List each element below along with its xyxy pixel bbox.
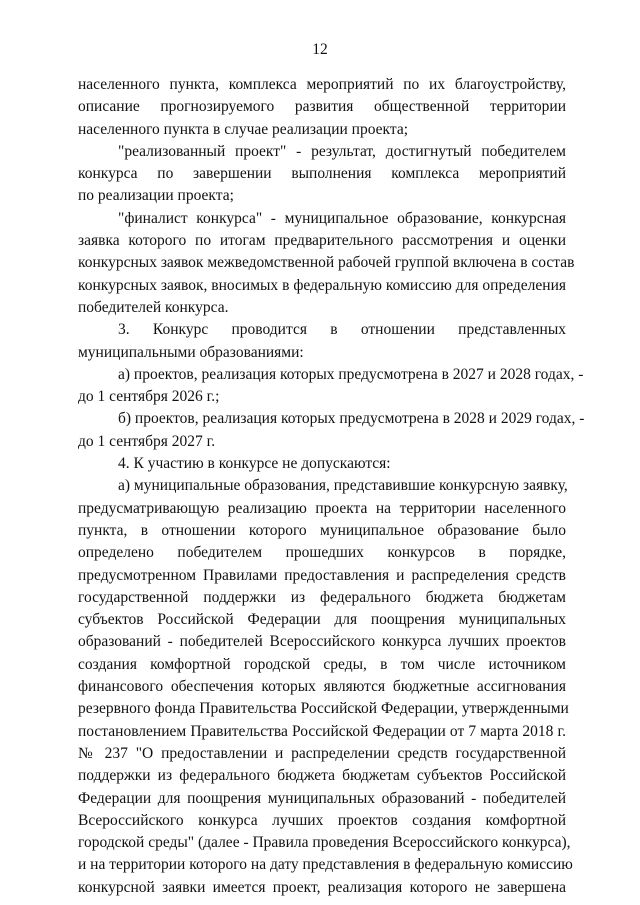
text-line: описание прогнозируемого развития общественной территории: [78, 98, 566, 116]
text-line: и на территории которого на дату представления в федеральную комиссию: [78, 856, 573, 874]
text-line: городской среды" (далее - Правила проведения Всероссийского конкурса),: [78, 834, 571, 852]
text-line: населенного пункта в случае реализации проекта;: [78, 120, 409, 138]
text-line: конкурса по завершении выполнения комплекса мероприятий: [78, 165, 566, 183]
text-line: до 1 сентября 2026 г.;: [78, 388, 220, 406]
text-line: а) муниципальные образования, представившие конкурсную заявку,: [118, 477, 568, 495]
text-line: субъектов Российской Федерации для поощрения муниципальных: [78, 611, 566, 629]
text-line: поддержки из федерального бюджета бюджетам субъектов Российской: [78, 767, 566, 785]
text-line: до 1 сентября 2027 г.: [78, 432, 216, 450]
text-line: "реализованный проект" - результат, достигнутый победителем: [118, 142, 566, 160]
text-line: по реализации проекта;: [78, 187, 234, 205]
text-line: 3. Конкурс проводится в отношении представленных: [118, 321, 566, 339]
text-line: постановлением Правительства Российской Федерации от 7 марта 2018 г.: [78, 722, 566, 740]
text-line: конкурсных заявок межведомственной рабочей группой включена в состав: [78, 254, 575, 272]
text-line: Федерации для поощрения муниципальных образований - победителей: [78, 789, 566, 807]
text-line: предусмотренном Правилами предоставления и распределения средств: [78, 566, 566, 584]
document-body: [78, 74, 585, 899]
text-line: 4. К участию в конкурсе не допускаются:: [118, 455, 391, 473]
text-line: "финалист конкурса" - муниципальное образование, конкурсная: [118, 209, 566, 227]
text-line: создания комфортной городской среды, в том числе источником: [78, 655, 566, 673]
text-line: конкурсных заявок, вносимых в федеральную комиссию для определения: [78, 276, 566, 294]
text-line: б) проектов, реализация которых предусмотрена в 2028 и 2029 годах, -: [118, 410, 585, 428]
text-line: Всероссийского конкурса лучших проектов создания комфортной: [78, 811, 566, 829]
text-line: населенного пункта, комплекса мероприятий по их благоустройству,: [78, 76, 566, 93]
text-line: резервного фонда Правительства Российской Федерации, утвержденными: [78, 700, 569, 718]
text-line: муниципальными образованиями:: [78, 343, 304, 361]
text-line: предусматривающую реализацию проекта на территории населенного: [78, 499, 566, 517]
text-line: победителей конкурса.: [78, 298, 229, 316]
text-line: государственной поддержки из федерального бюджета бюджетам: [78, 588, 566, 606]
page-number: 12: [312, 41, 328, 58]
text-line: образований - победителей Всероссийского конкурса лучших проектов: [78, 633, 566, 651]
text-line: финансового обеспечения которых являются бюджетные ассигнования: [78, 678, 566, 696]
text-line: конкурсной заявки имеется проект, реализация которого не завершена: [78, 878, 566, 896]
text-line: заявка которого по итогам предварительного рассмотрения и оценки: [78, 232, 566, 250]
text-line: а) проектов, реализация которых предусмотрена в 2027 и 2028 годах, -: [118, 365, 584, 383]
text-line: № 237 "О предоставлении и распределении средств государственной: [78, 744, 566, 762]
text-line: определено победителем прошедших конкурсов в порядке,: [78, 544, 566, 562]
text-line: пункта, в отношении которого муниципальное образование было: [78, 521, 566, 539]
